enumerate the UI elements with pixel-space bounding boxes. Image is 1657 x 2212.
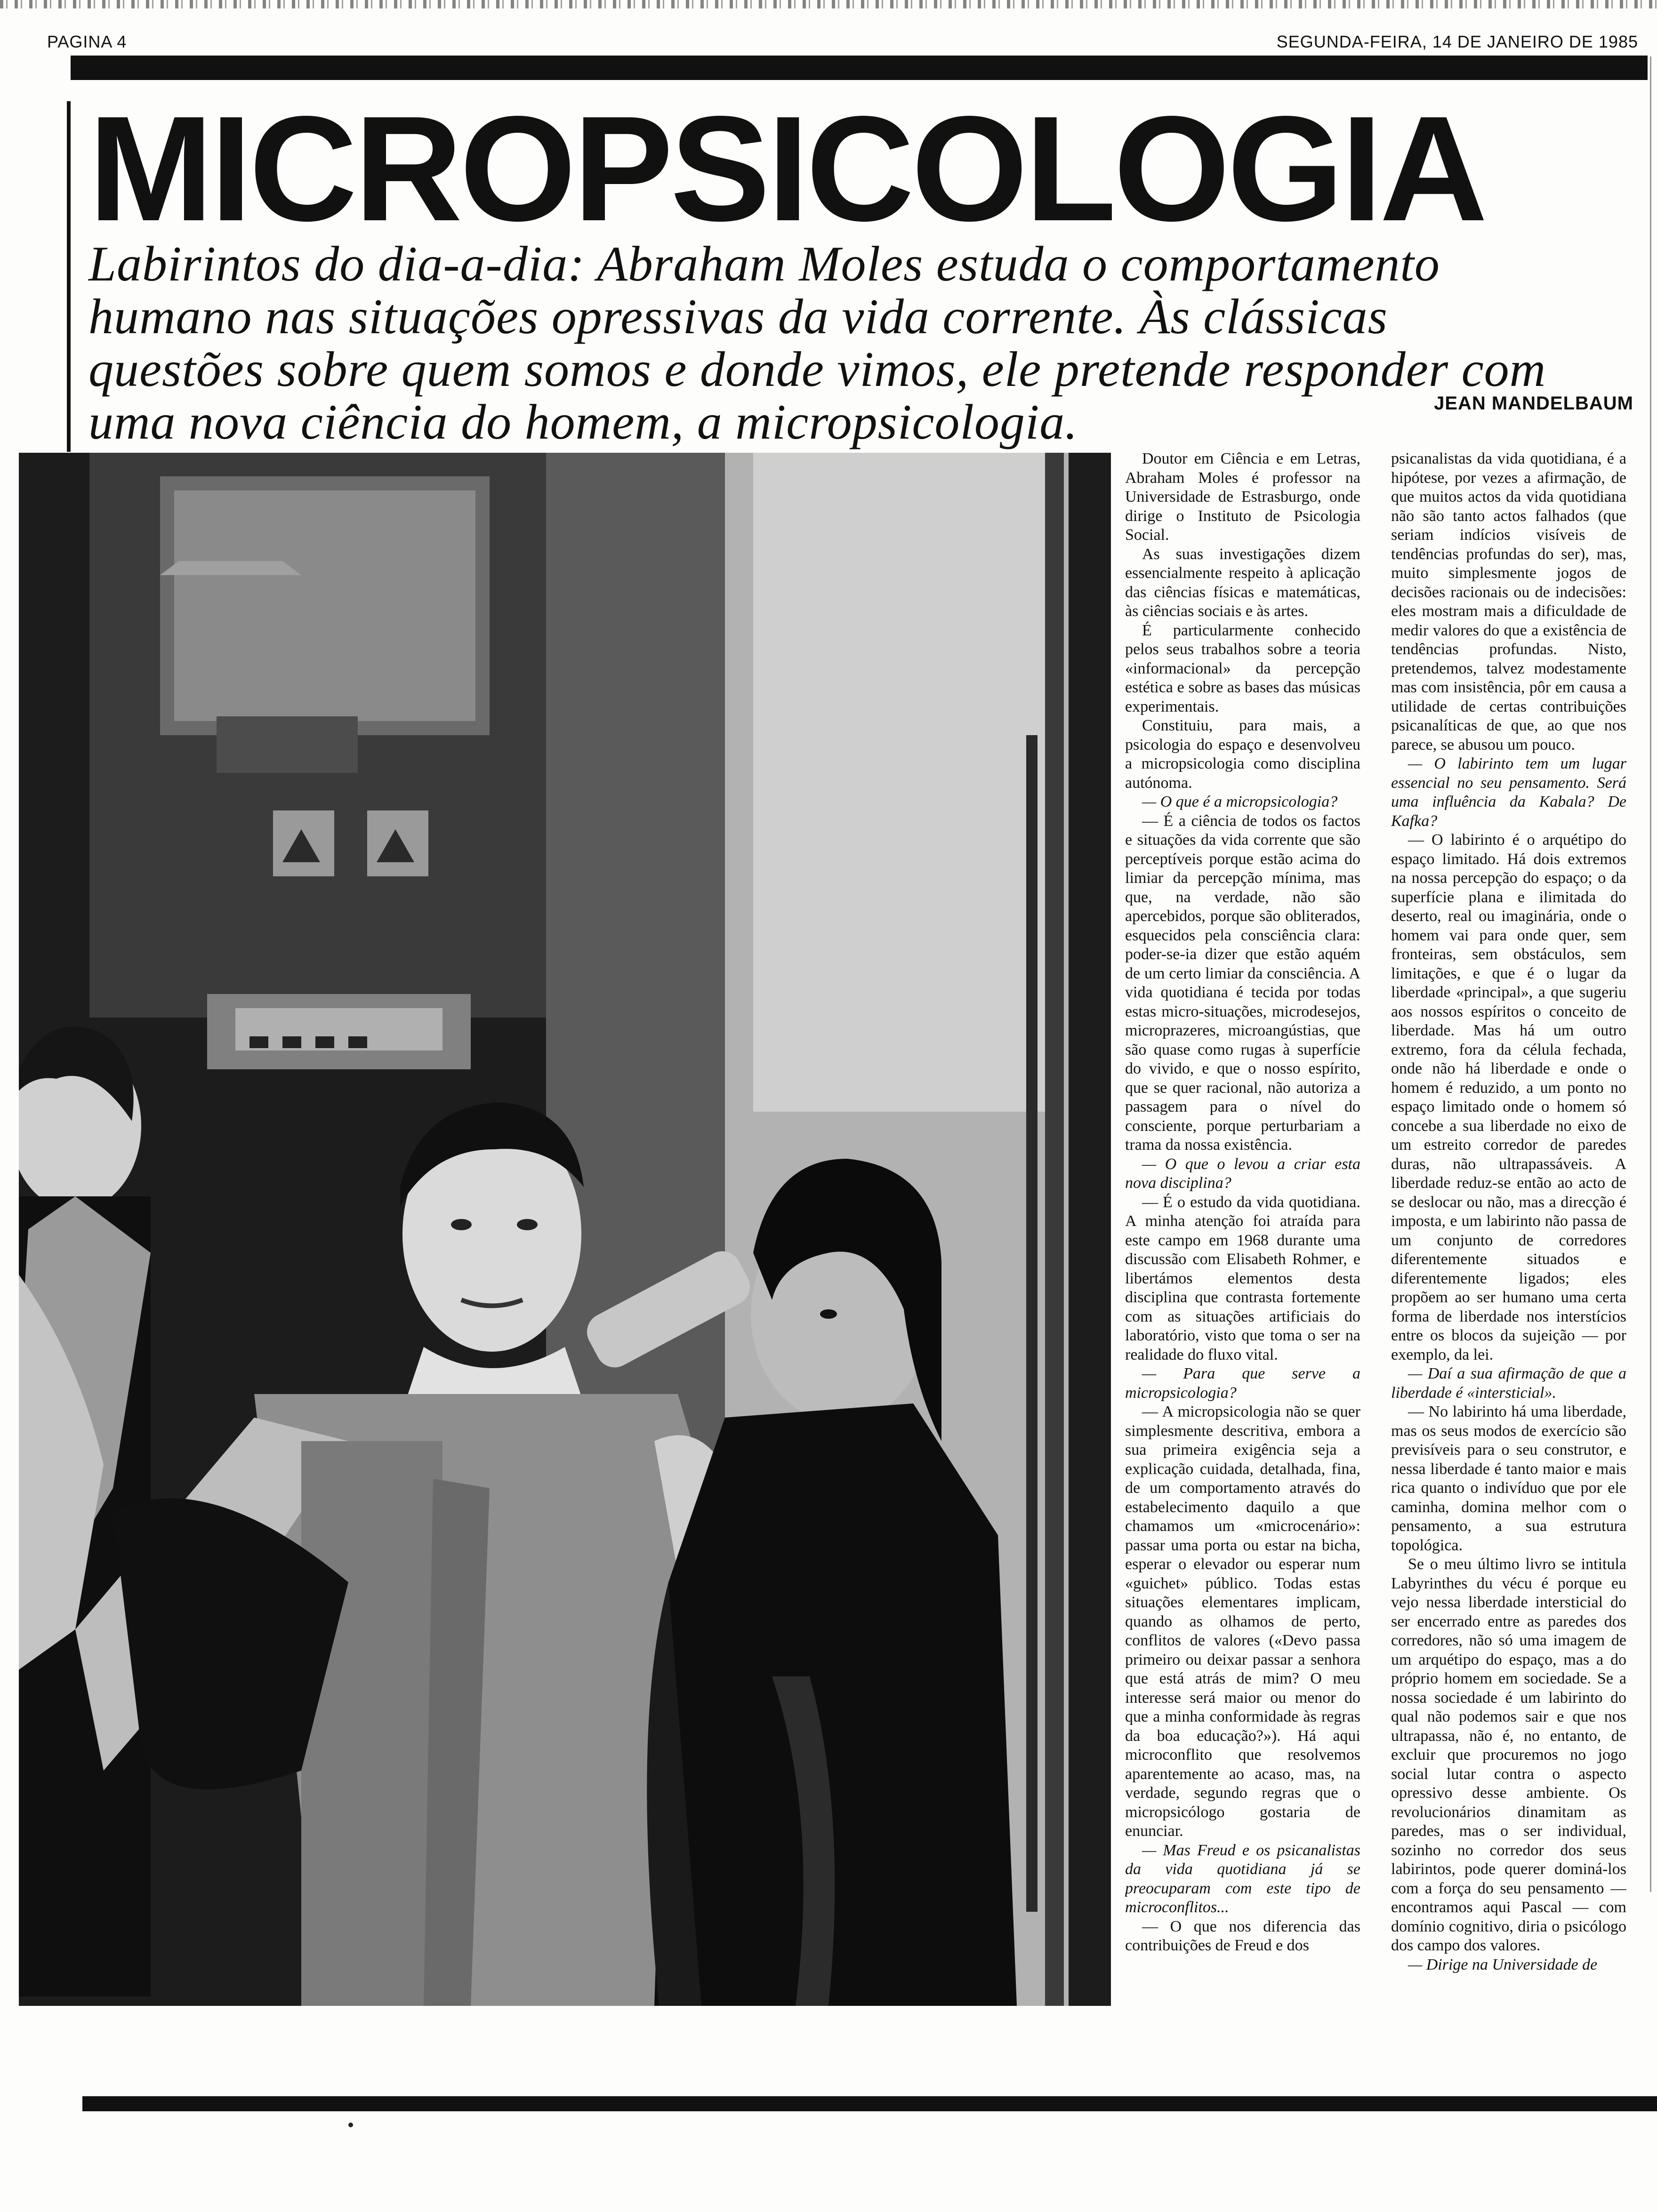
interview-question: — Mas Freud e os psicanalistas da vida quotidiana já se preocuparam com este tipo de microconflitos... bbox=[1125, 1841, 1360, 1916]
footer-rule bbox=[82, 2096, 1657, 2111]
paragraph: — No labirinto há uma liberdade, mas os seus modos de exercício são previsíveis para o seu construtor, e nessa liberdade é tanto maior e mais rica quanto o indivíduo que por ele caminha, domina melhor com o pensamento, a sua estrutura topológica. bbox=[1391, 1403, 1626, 1554]
print-speck bbox=[348, 2123, 353, 2127]
paragraph: — É a ciência de todos os factos e situações da vida corrente que são perceptíveis porque estão acima do limiar da percepção mínima, mas que, na verdade, não são apercebidos, porque são obliterados, esquecidos pela consciência clara: poder-se-ia dizer que estão aquém de um certo limiar da consciência. A vida quotidiana é tecida por todas estas micro-situações, microdesejos, microprazeres, microangústias, que são quase como rugas à superfície do vivido, e que o nosso espírito, que se quer racional, não autoriza a passagem para o nível do consciente, porque perturbariam a trama da nossa existência. bbox=[1125, 812, 1360, 1154]
scan-right-margin-line bbox=[1650, 56, 1651, 1892]
headline: MICROPSICOLOGIA bbox=[88, 85, 1485, 252]
text-column-1 bbox=[1125, 449, 1360, 2097]
interview-question: — Dirige na Universidade de bbox=[1408, 1956, 1598, 1973]
paragraph: — O que nos diferencia das contribuições de Freud e dos bbox=[1125, 1917, 1360, 1954]
paragraph: Constituiu, para mais, a psicologia do espaço e desenvolveu a micropsicologia como disciplina autónoma. bbox=[1125, 717, 1360, 792]
scan-top-edge bbox=[0, 0, 1657, 8]
paragraph: — É o estudo da vida quotidiana. A minha atenção foi atraída para este campo em 1968 durante uma discussão com Elisabeth Rohmer, e libertámos elementos desta disciplina que contrasta fortemente com as situações artificiais do laboratório, visto que toma o ser na realidade do fluxo vital. bbox=[1125, 1193, 1360, 1363]
paragraph: — O labirinto é o arquétipo do espaço limitado. Há dois extremos na nossa percepção do espaço; o da superfície plana e ilimitada do deserto, real ou imaginária, onde o homem vai para onde quer, sem fronteiras, sem obstáculos, sem limitações, e que é o lugar da liberdade «principal», a que sugeriu aos nossos espíritos o conceito de liberdade. Mas há um outro extremo, fora da célula fechada, onde não há liberdade e onde o homem é reduzido, a um ponto no espaço limitado onde o homem só concebe a sua liberdade no eixo de um estreito corredor de paredes duras, não ultrapassáveis. A liberdade reduz-se então ao acto de se deslocar ou não, mas a direcção é imposta, e um labirinto não passa de um conjunto de corredores diferentemente situados e diferentemente ligados; eles propõem ao ser humano uma certa forma de liberdade nos interstícios entre os blocos da sujeição — por exemplo, da lei. bbox=[1391, 831, 1626, 1363]
byline: JEAN MANDELBAUM bbox=[1434, 393, 1633, 414]
paragraph: Se o meu último livro se intitula Labyrinthes du vécu é porque eu vejo nessa liberdade intersticial do ser encerrado entre as paredes dos corredores, não só uma imagem de um arquétipo do espaço, mas a do próprio homem em sociedade. Se a nossa sociedade é um labirinto do qual não podemos sair e que nos ultrapassa, não é, no entanto, de excluir que procuremos no jogo social lutar contra o aspecto opressivo desse ambiente. Os revolucionários dinamitam as paredes, mas o ser individual, sozinho no corredor dos seus labirintos, pode querer dominá-los com a força do seu pensamento — encontramos aqui Pascal — com domínio cognitivo, diria o psicólogo dos campo dos valores. bbox=[1391, 1555, 1626, 1954]
paragraph: Doutor em Ciência e em Letras, Abraham Moles é professor na Universidade de Estrasburgo, onde dirige o Instituto de Psicologia Social. bbox=[1125, 450, 1360, 544]
interview-question: — O labirinto tem um lugar essencial no seu pensamento. Será uma influência da Kabala? De Kafka? bbox=[1391, 755, 1626, 830]
text-column-2 bbox=[1391, 449, 1626, 2097]
interview-question: — O que o levou a criar esta nova disciplina? bbox=[1125, 1155, 1360, 1192]
header-rule bbox=[71, 56, 1648, 80]
page-number: PAGINA 4 bbox=[47, 32, 127, 51]
paragraph: — A micropsicologia não se quer simplesmente descritiva, embora a sua primeira exigência seja a explicação cuidada, detalhada, fina, de um comportamento através do estabelecimento daquilo a que chamamos um «microcenário»: passar uma porta ou estar na bicha, esperar o elevador ou esperar num «guichet» público. Todas estas situações elementares implicam, quando as olhamos de perto, conflitos de valores («Devo passa primeiro ou deixar passar a senhora que está atrás de mim? O meu interesse será maior ou menor do que a minha conformidade às regras da boa educação?»). Há aqui microconflito que resolvemos aparentemente ao acaso, mas, na verdade, segundo regras que o micropsicólogo gostaria de enunciar. bbox=[1125, 1403, 1360, 1840]
article-photo bbox=[19, 453, 1111, 2006]
photo-illustration bbox=[19, 453, 1111, 2006]
paragraph: psicanalistas da vida quotidiana, é a hipótese, por vezes a afirmação, de que muitos actos da vida quotidiana não são tanto actos falhados (que seriam indícios visíveis de tendências profundas do ser), mas, muito simplesmente jogos de decisões racionais ou de indecisões: eles mostram mais a dificuldade de medir valores do que a existência de tendências profundas. Nisto, pretendemos, talvez modestamente mas com insistência, pôr em causa a utilidade de certas contribuições psicanalíticas de que, ao que nos parece, se abusou um pouco. bbox=[1391, 450, 1626, 753]
headline-side-bar bbox=[67, 101, 71, 452]
paragraph: As suas investigações dizem essencialmente respeito à aplicação das ciências físicas e matemáticas, às ciências sociais e às artes. bbox=[1125, 545, 1360, 620]
issue-date: SEGUNDA-FEIRA, 14 DE JANEIRO DE 1985 bbox=[1276, 32, 1638, 51]
interview-question: — O que é a micropsicologia? bbox=[1142, 793, 1338, 810]
paragraph: É particularmente conhecido pelos seus trabalhos sobre a teoria «informacional» da percepção estética e sobre as bases das músicas experimentais. bbox=[1125, 621, 1360, 715]
standfirst: Labirintos do dia-a-dia: Abraham Moles estuda o comportamento humano nas situações opressivas da vida corrente. Às clássicas questões sobre quem somos e donde vimos, ele pretende responder com uma nova ciência do homem, a micropsicologia. bbox=[88, 236, 1546, 449]
interview-question: — Para que serve a micropsicologia? bbox=[1125, 1365, 1360, 1402]
interview-question: — Daí a sua afirmação de que a liberdade é «intersticial». bbox=[1391, 1365, 1626, 1402]
